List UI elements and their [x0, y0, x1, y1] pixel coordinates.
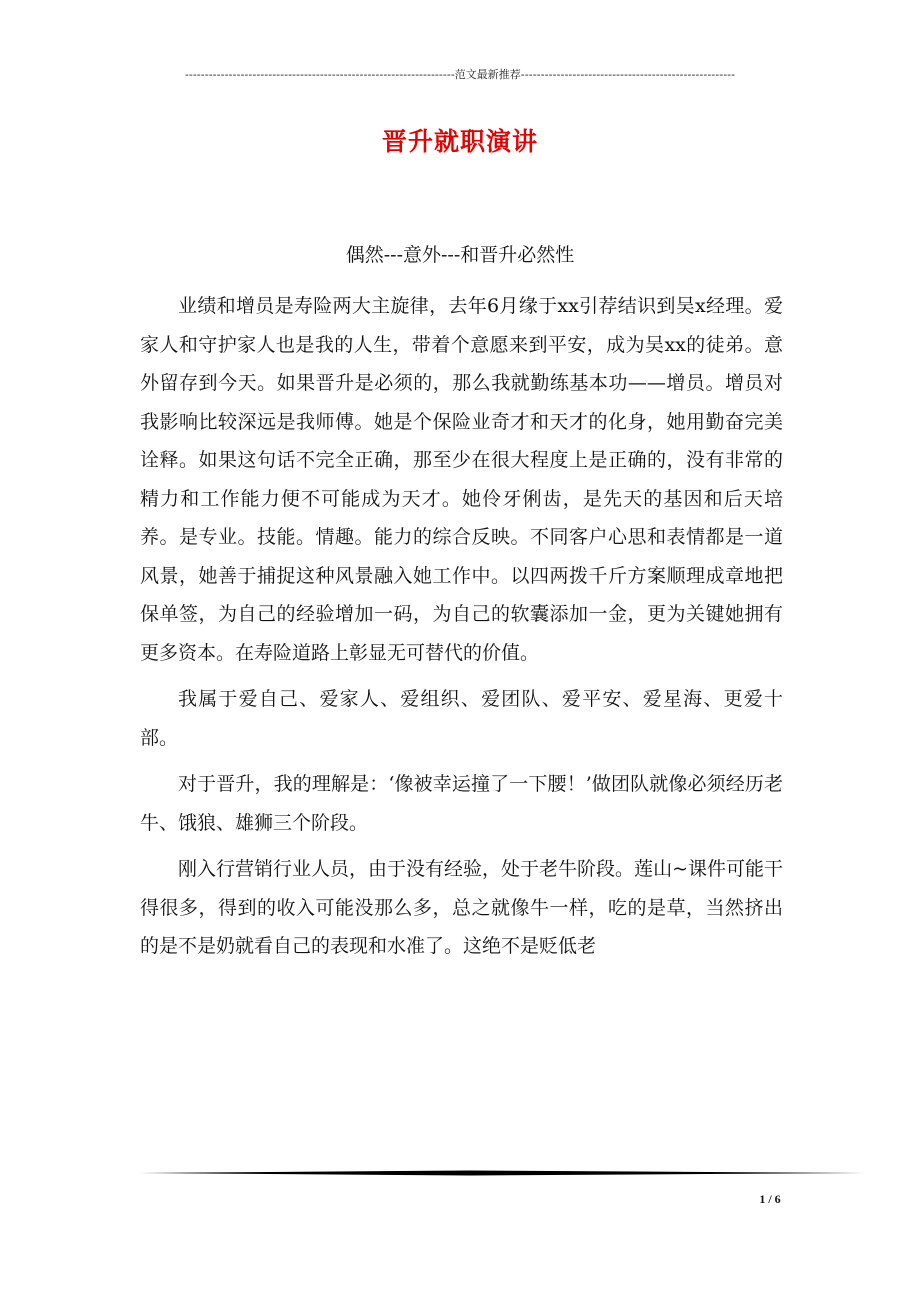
- paragraph: 对于晋升，我的理解是：‘像被幸运撞了一下腰！’做团队就像必须经历老牛、饿狼、雄狮三个阶段。: [140, 773, 783, 834]
- paragraph: 我属于爱自己、爱家人、爱组织、爱团队、爱平安、爱星海、更爱十部。: [140, 688, 783, 749]
- paragraph: 业绩和增员是寿险两大主旋律，去年6月缘于xx引荐结识到吴x经理。爱家人和守护家人也是我的人生，带着个意愿来到平安，成为吴xx的徒弟。意外留存到今天。如果晋升是必须的，那么我就勤练基本功——增员。增员对我影响比较深远是我师傅。她是个保险业奇才和天才的化身，她用勤奋完美诠释。如果这句话不完全正确，那至少在很大程度上是正确的，没有非常的精力和工作能力便不可能成为天才。她伶牙俐齿，是先天的基因和后天培养。是专业。技能。情趣。能力的综合反映。不同客户心思和表情都是一道风景，她善于捕捉这种风景融入她工作中。以四两拨千斤方案顺理成章地把保单签，为自己的经验增加一码，为自己的软囊添加一金，更为关键她拥有更多资本。在寿险道路上彰显无可替代的价值。: [140, 295, 783, 664]
- document-title: 晋升就职演讲: [381, 127, 538, 156]
- footer-divider: [140, 1170, 865, 1176]
- page-number: 1 / 6: [759, 1192, 781, 1206]
- paragraph: 刚入行营销行业人员，由于没有经验，处于老牛阶段。莲山~课件可能干得很多，得到的收入可能没那么多，总之就像牛一样，吃的是草，当然挤出的是不是奶就看自己的表现和水准了。这绝不是贬低老: [140, 858, 783, 957]
- header-banner: --------------------------------------------------------------------范文最新推荐------------------------------------------------------: [184, 68, 736, 81]
- document-body: [140, 287, 783, 974]
- document-subtitle: 偶然---意外---和晋升必然性: [345, 244, 575, 266]
